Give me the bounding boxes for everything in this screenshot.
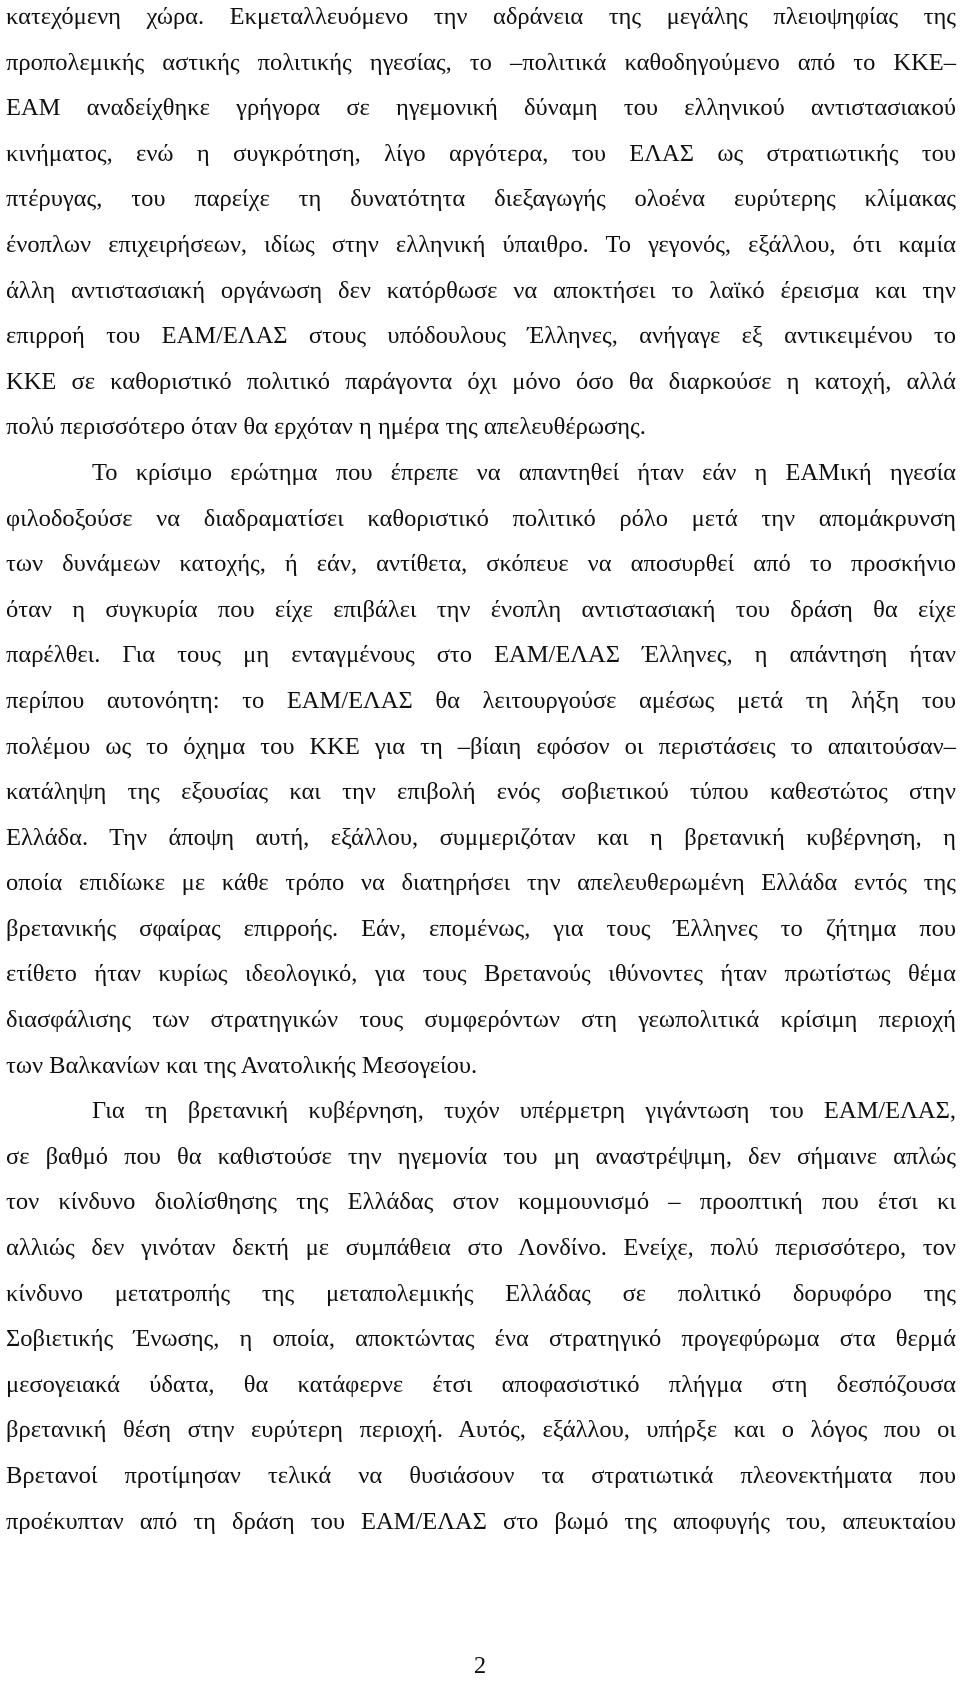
text-line: μεσογειακά ύδατα, θα κατάφερνε έτσι αποφασιστικό πλήγμα στη δεσπόζουσα (6, 1370, 956, 1398)
text-line: Βρετανοί προτίμησαν τελικά να θυσιάσουν τα στρατιωτικά πλεονεκτήματα που (6, 1462, 956, 1489)
paragraph-3 (6, 1088, 956, 1544)
text-line: άλλη αντιστασιακή οργάνωση δεν κατόρθωσε να αποκτήσει το λαϊκό έρεισμα και την (6, 276, 956, 304)
text-line: κινήματος, ενώ η συγκρότηση, λίγο αργότερα, του ΕΛΑΣ ως στρατιωτικής του (6, 139, 956, 167)
text-line: προέκυπταν από τη δράση του ΕΑΜ/ΕΛΑΣ στο βωμό της αποφυγής του, απευκταίου (6, 1507, 956, 1535)
text-line: κατάληψη της εξουσίας και την επιβολή ενός σοβιετικού τύπου καθεστώτος στην (6, 778, 956, 806)
body-text (6, 0, 956, 1544)
text-line: τον κίνδυνο διολίσθησης της Ελλάδας στον κομμουνισμό – προοπτική που έτσι κι (6, 1188, 956, 1216)
text-line: Το κρίσιμο ερώτημα που έπρεπε να απαντηθεί ήταν εάν η ΕΑΜική ηγεσία (92, 458, 956, 486)
text-line: Σοβιετικής Ένωσης, η οποία, αποκτώντας ένα στρατηγικό προγεφύρωμα στα θερμά (6, 1325, 956, 1353)
text-line: κατεχόμενη χώρα. Εκμεταλλευόμενο την αδράνεια της μεγάλης πλειοψηφίας της (6, 3, 956, 30)
text-line: παρέλθει. Για τους μη ενταγμένους στο ΕΑΜ/ΕΛΑΣ Έλληνες, η απάντηση ήταν (6, 641, 956, 669)
paragraph-1 (6, 0, 956, 450)
text-line: σε βαθμό που θα καθιστούσε την ηγεμονία του μη αναστρέψιμη, δεν σήμαινε απλώς (6, 1142, 956, 1170)
text-line: ετίθετο ήταν κυρίως ιδεολογικό, για τους Βρετανούς ιθύνοντες ήταν πρωτίστως θέμα (6, 960, 956, 988)
text-line: αλλιώς δεν γινόταν δεκτή με συμπάθεια στο Λονδίνο. Ενείχε, πολύ περισσότερο, τον (6, 1234, 956, 1262)
text-line: οποία επιδίωκε με κάθε τρόπο να διατηρήσει την απελευθερωμένη Ελλάδα εντός της (6, 869, 956, 897)
text-line: ένοπλων επιχειρήσεων, ιδίως στην ελληνική ύπαιθρο. Το γεγονός, εξάλλου, ότι καμία (6, 230, 956, 258)
text-line: ΕΑΜ αναδείχθηκε γρήγορα σε ηγεμονική δύναμη του ελληνικού αντιστασιακού (6, 94, 956, 122)
text-line: ΚΚΕ σε καθοριστικό πολιτικό παράγοντα όχι μόνο όσο θα διαρκούσε η κατοχή, αλλά (6, 367, 956, 395)
text-line: φιλοδοξούσε να διαδραματίσει καθοριστικό πολιτικό ρόλο μετά την απομάκρυνση (6, 504, 956, 532)
text-line: προπολεμικής αστικής πολιτικής ηγεσίας, το –πολιτικά καθοδηγούμενο από το ΚΚΕ– (6, 48, 956, 76)
paragraph-2 (6, 450, 956, 1088)
text-line: πολέμου ως το όχημα του ΚΚΕ για τη –βίαιη εφόσον οι περιστάσεις το απαιτούσαν– (6, 732, 956, 760)
text-line: βρετανικής σφαίρας επιρροής. Εάν, επομένως, για τους Έλληνες το ζήτημα που (6, 914, 956, 942)
text-line: πολύ περισσότερο όταν θα ερχόταν η ημέρα της απελευθέρωσης. (6, 413, 646, 441)
text-line: κίνδυνο μετατροπής της μεταπολεμικής Ελλάδας σε πολιτικό δορυφόρο της (6, 1279, 956, 1307)
text-line: Ελλάδα. Την άποψη αυτή, εξάλλου, συμμεριζόταν και η βρετανική κυβέρνηση, η (6, 823, 956, 851)
text-line: πτέρυγας, του παρείχε τη δυνατότητα διεξαγωγής ολοένα ευρύτερης κλίμακας (6, 185, 956, 213)
text-line: των δυνάμεων κατοχής, ή εάν, αντίθετα, σκόπευε να αποσυρθεί από το προσκήνιο (6, 550, 956, 578)
text-line: επιρροή του ΕΑΜ/ΕΛΑΣ στους υπόδουλους Έλληνες, ανήγαγε εξ αντικειμένου το (6, 322, 956, 350)
text-line: Για τη βρετανική κυβέρνηση, τυχόν υπέρμετρη γιγάντωση του ΕΑΜ/ΕΛΑΣ, (92, 1097, 956, 1125)
text-line: περίπου αυτονόητη: το ΕΑΜ/ΕΛΑΣ θα λειτουργούσε αμέσως μετά τη λήξη του (6, 686, 956, 714)
text-line: των Βαλκανίων και της Ανατολικής Μεσογείου. (6, 1051, 478, 1079)
text-line: διασφάλισης των στρατηγικών τους συμφερόντων στη γεωπολιτικά κρίσιμη περιοχή (6, 1006, 956, 1034)
page-number: 2 (473, 1652, 487, 1679)
text-line: βρετανική θέση στην ευρύτερη περιοχή. Αυτός, εξάλλου, υπήρξε και ο λόγος που οι (6, 1416, 956, 1444)
text-line: όταν η συγκυρία που είχε επιβάλει την ένοπλη αντιστασιακή του δράση θα είχε (6, 595, 956, 623)
